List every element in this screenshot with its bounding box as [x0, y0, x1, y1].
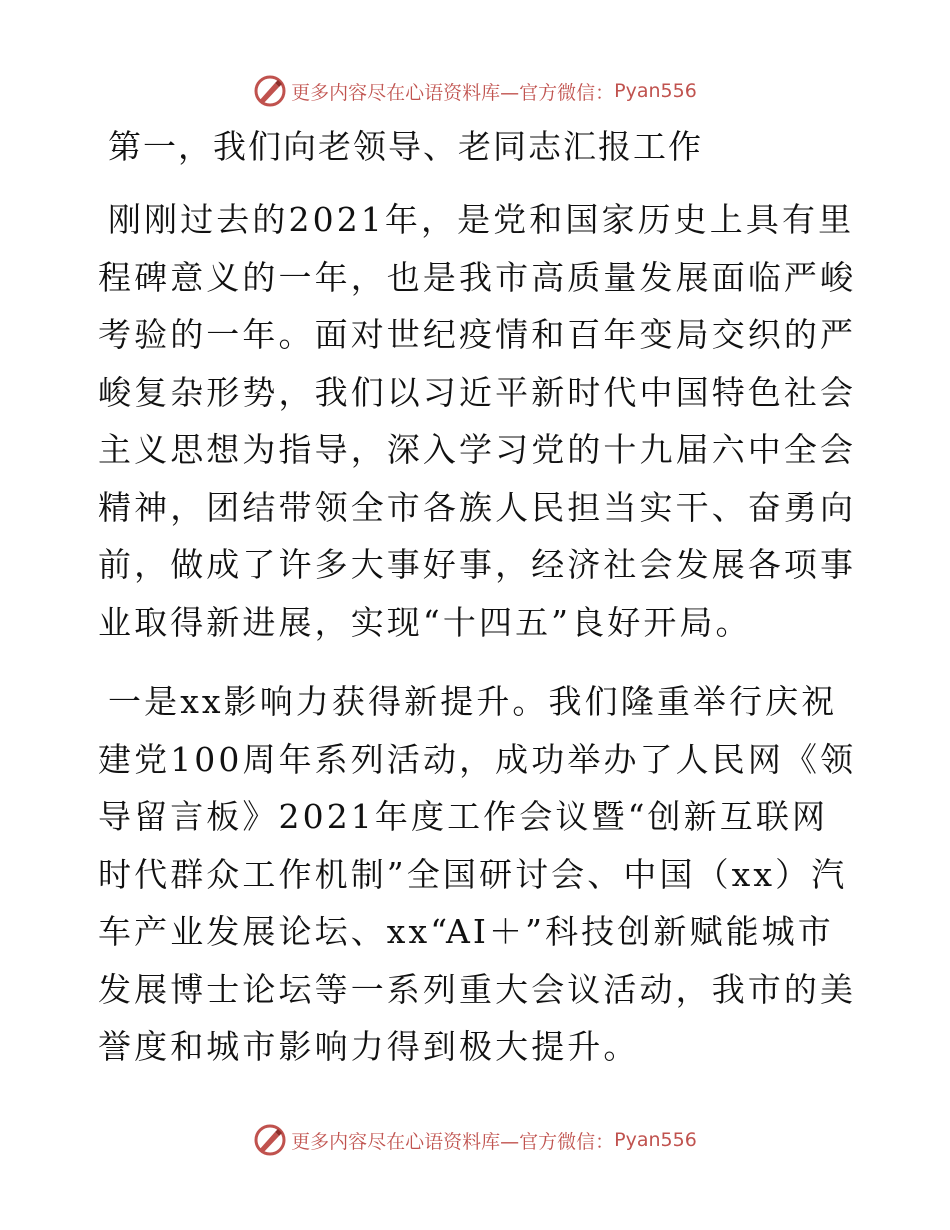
footer-banner — [0, 1120, 950, 1160]
banner-text: 更多内容尽在心语资料库—官方微信： — [291, 81, 615, 104]
banner-text: 更多内容尽在心语资料库—官方微信： — [291, 1130, 615, 1153]
pen-seal-icon — [253, 74, 287, 108]
pen-seal-icon — [253, 1123, 287, 1157]
header-banner — [0, 71, 950, 111]
wechat-id: Pyan556 — [614, 1129, 697, 1151]
paragraph-summary: 刚刚过去的2021年，是党和国家历史上具有里程碑意义的一年，也是我市高质量发展面临严峻考验的一年。面对世纪疫情和百年变局交织的严峻复杂形势，我们以习近平新时代中国特色社会主义思想为指导，深入学习党的十九届六中全会精神，团结带领全市各族人民担当实干、奋勇向前，做成了许多大事好事，经济社会发展各项事业取得新进展，实现“十四五”良好开局。 — [98, 200, 857, 642]
paragraph-influence: 一是xx影响力获得新提升。我们隆重举行庆祝建党100周年系列活动，成功举办了人民网《领导留言板》2021年度工作会议暨“创新互联网时代群众工作机制”全国研讨会、中国（xx）汽车产业发展论坛、xx“AI＋”科技创新赋能城市发展博士论坛等一系列重大会议活动，我市的美誉度和城市影响力得到极大提升。 — [98, 682, 857, 1066]
wechat-id: Pyan556 — [614, 80, 697, 102]
section-heading: 第一，我们向老领导、老同志汇报工作 — [108, 127, 703, 166]
document-body — [98, 118, 858, 1098]
